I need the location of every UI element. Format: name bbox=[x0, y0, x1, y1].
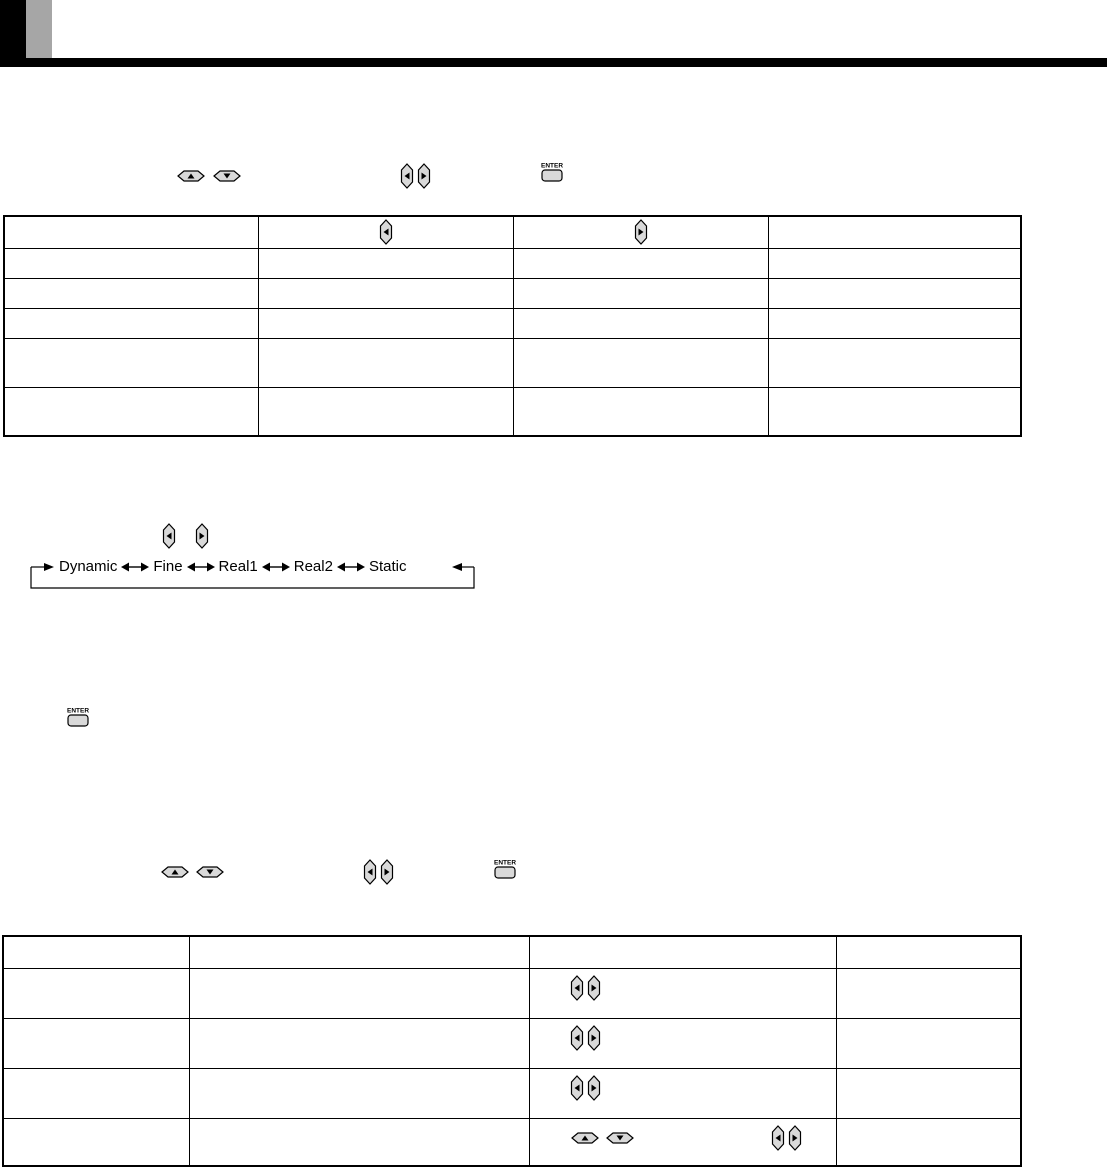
table-1-header-row bbox=[4, 216, 1021, 248]
table-row bbox=[4, 308, 1021, 338]
double-arrow-icon bbox=[261, 561, 291, 573]
header-rule bbox=[0, 58, 1107, 67]
right-key-icon bbox=[587, 1025, 601, 1051]
down-key-icon bbox=[195, 865, 225, 879]
enter-key-icon bbox=[66, 706, 90, 728]
left-key-icon bbox=[363, 859, 377, 885]
table-row bbox=[3, 1018, 1021, 1068]
left-key-icon bbox=[570, 975, 584, 1001]
double-arrow-icon bbox=[186, 561, 216, 573]
table-row bbox=[4, 248, 1021, 278]
table-row bbox=[4, 278, 1021, 308]
down-key-icon bbox=[605, 1131, 635, 1145]
enter-key-icon bbox=[493, 858, 517, 880]
up-key-icon bbox=[176, 169, 206, 183]
right-key-icon bbox=[417, 163, 431, 189]
cycle-item-static: Static bbox=[368, 558, 407, 575]
mode-cycle-diagram bbox=[30, 556, 476, 590]
table-2-key-cell bbox=[529, 1068, 836, 1118]
table-1-header-cell bbox=[768, 216, 1021, 248]
left-key-icon bbox=[570, 1025, 584, 1051]
double-arrow-icon bbox=[120, 561, 150, 573]
right-key-icon bbox=[195, 523, 209, 549]
down-key-icon bbox=[212, 169, 242, 183]
enter-key-icon bbox=[540, 161, 564, 183]
left-key-icon bbox=[570, 1075, 584, 1101]
cycle-row bbox=[56, 556, 409, 578]
right-key-icon bbox=[380, 859, 394, 885]
table-row bbox=[4, 387, 1021, 436]
table-row bbox=[3, 968, 1021, 1018]
table-2-key-cell bbox=[529, 1018, 836, 1068]
table-1-header-cell bbox=[258, 216, 513, 248]
table-row bbox=[4, 338, 1021, 387]
cycle-item-dynamic: Dynamic bbox=[59, 558, 118, 575]
left-key-icon bbox=[771, 1125, 785, 1151]
cycle-item-fine: Fine bbox=[153, 558, 183, 575]
right-key-icon bbox=[587, 975, 601, 1001]
header-black-block bbox=[0, 0, 26, 66]
up-key-icon bbox=[570, 1131, 600, 1145]
left-key-icon bbox=[162, 523, 176, 549]
header-grey-block bbox=[26, 0, 52, 58]
table-1 bbox=[3, 215, 1022, 437]
cycle-item-real1: Real1 bbox=[218, 558, 258, 575]
table-2-header-row bbox=[3, 936, 1021, 968]
table-2-key-cell bbox=[529, 1118, 836, 1166]
table-2 bbox=[2, 935, 1022, 1167]
table-1-header-cell bbox=[513, 216, 768, 248]
table-row bbox=[3, 1118, 1021, 1166]
up-key-icon bbox=[160, 865, 190, 879]
right-key-icon bbox=[587, 1075, 601, 1101]
left-key-icon bbox=[379, 219, 393, 245]
cycle-item-real2: Real2 bbox=[293, 558, 333, 575]
right-key-icon bbox=[634, 219, 648, 245]
right-key-icon bbox=[788, 1125, 802, 1151]
double-arrow-icon bbox=[336, 561, 366, 573]
table-1-header-cell bbox=[4, 216, 258, 248]
table-row bbox=[3, 1068, 1021, 1118]
left-key-icon bbox=[400, 163, 414, 189]
table-2-key-cell bbox=[529, 968, 836, 1018]
